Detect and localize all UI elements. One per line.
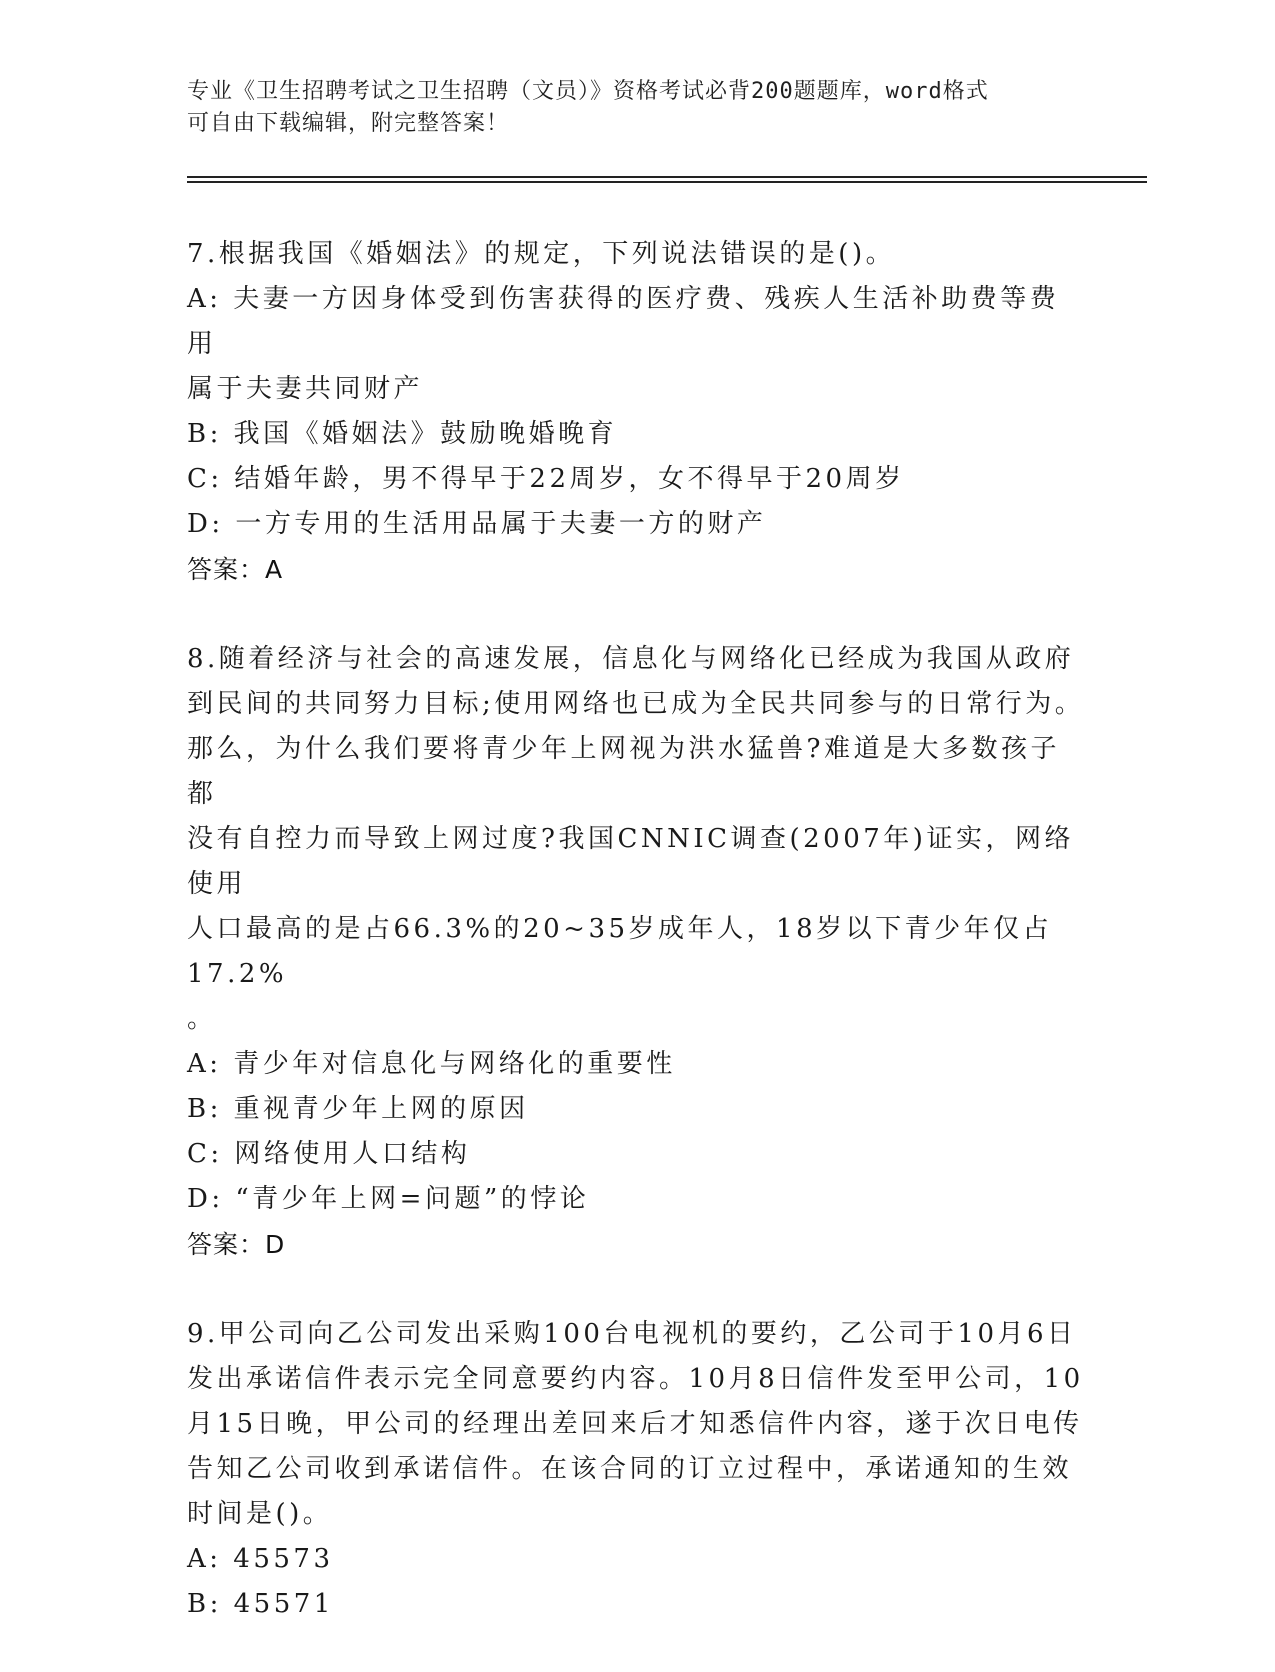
option-d: D: “青少年上网=问题”的悖论 (187, 1184, 590, 1214)
question-stem-line: 那么，为什么我们要将青少年上网视为洪水猛兽?难道是大多数孩子都 (187, 734, 1060, 809)
option-a-line: A: 夫妻一方因身体受到伤害获得的医疗费、残疾人生活补助费等费用 (187, 284, 1060, 359)
header-divider-bottom (187, 181, 1147, 183)
question-stem-line: 告知乙公司收到承诺信件。在该合同的订立过程中，承诺通知的生效 (187, 1454, 1073, 1484)
header-divider-top (187, 176, 1147, 178)
option-b: B: 我国《婚姻法》鼓励晚婚晚育 (187, 419, 618, 449)
question-stem-line: 没有自控力而导致上网过度?我国CNNIC调查(2007年)证实，网络使用 (187, 824, 1074, 899)
question-stem-line: 9.甲公司向乙公司发出采购100台电视机的要约，乙公司于10月6日 (187, 1319, 1077, 1349)
answer-line (187, 1222, 1087, 1267)
answer-label: 答案： (187, 555, 266, 584)
answer-label: 答案： (187, 1230, 266, 1259)
option-a: A: 青少年对信息化与网络化的重要性 (187, 1049, 676, 1079)
question-stem-line: 8.随着经济与社会的高速发展，信息化与网络化已经成为我国从政府 (187, 644, 1075, 674)
question-stem-line: 。 (187, 1004, 217, 1034)
question-stem-line: 发出承诺信件表示完全同意要约内容。10月8日信件发至甲公司，10 (187, 1364, 1084, 1394)
option-b: B: 重视青少年上网的原因 (187, 1094, 529, 1124)
option-c: C: 结婚年龄，男不得早于22周岁，女不得早于20周岁 (187, 464, 905, 494)
option-c: C: 网络使用人口结构 (187, 1139, 471, 1169)
option-d: D: 一方专用的生活用品属于夫妻一方的财产 (187, 509, 767, 539)
option-a: A: 45573 (187, 1544, 334, 1574)
document-header (187, 76, 1067, 140)
question-9 (187, 1312, 1087, 1627)
question-list (187, 232, 1087, 1672)
answer-value: A (265, 555, 284, 584)
answer-value: D (265, 1230, 286, 1259)
question-stem-line: 时间是()。 (187, 1499, 333, 1529)
question-8 (187, 637, 1087, 1267)
header-line-1: 专业《卫生招聘考试之卫生招聘（文员）》资格考试必背200题题库，word格式 (187, 79, 989, 104)
header-line-2: 可自由下载编辑，附完整答案！ (187, 111, 510, 136)
option-b: B: 45571 (187, 1589, 334, 1619)
question-stem-line: 7.根据我国《婚姻法》的规定，下列说法错误的是()。 (187, 239, 896, 269)
option-a-line: 属于夫妻共同财产 (187, 374, 424, 404)
question-stem-line: 月15日晚，甲公司的经理出差回来后才知悉信件内容，遂于次日电传 (187, 1409, 1083, 1439)
question-7 (187, 232, 1087, 592)
question-stem-line: 人口最高的是占66.3%的20~35岁成年人，18岁以下青少年仅占17.2% (187, 914, 1053, 989)
answer-line (187, 547, 1087, 592)
question-stem-line: 到民间的共同努力目标;使用网络也已成为全民共同参与的日常行为。 (187, 689, 1085, 719)
